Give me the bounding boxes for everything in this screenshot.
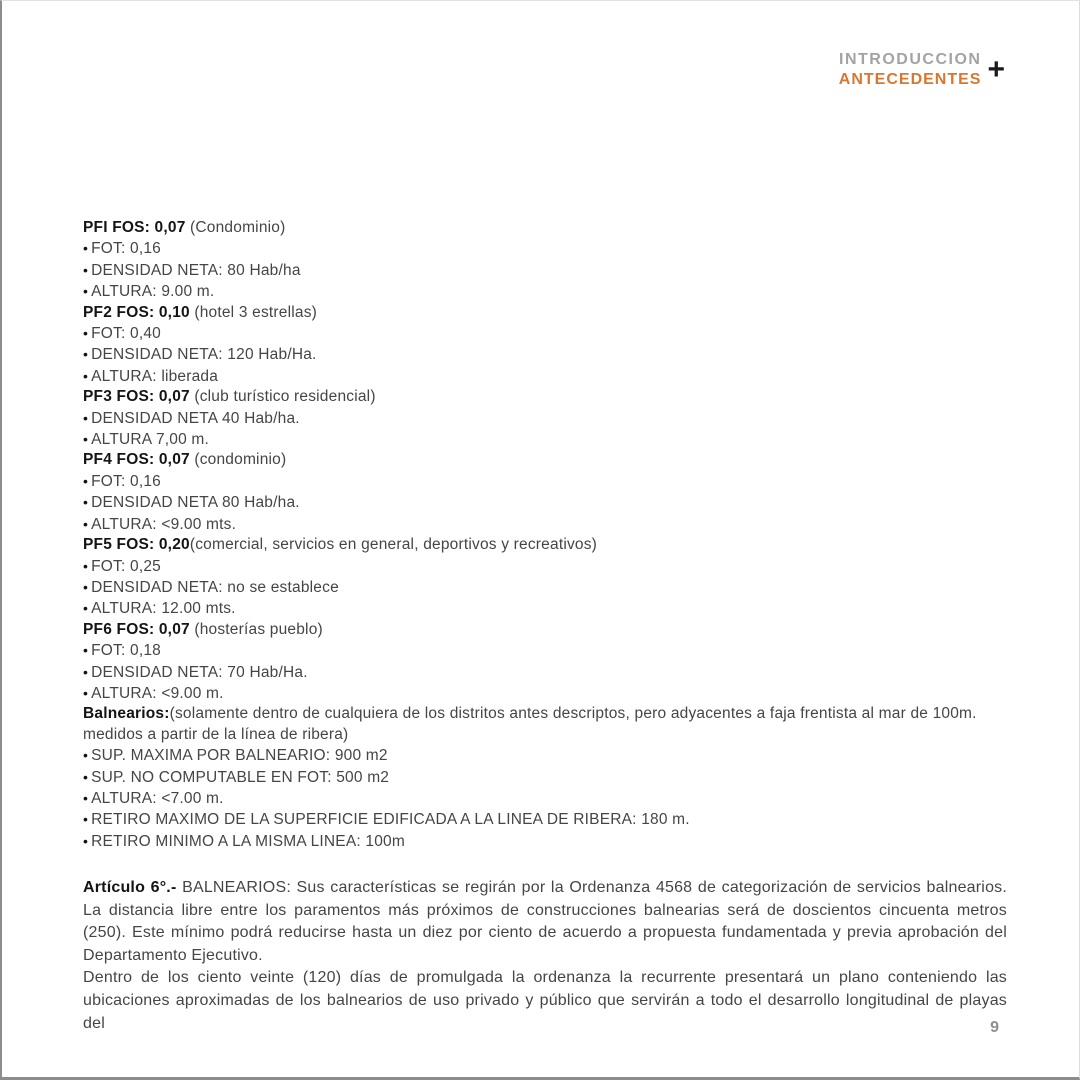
district-code-label: PF4 FOS: 0,07 <box>83 451 190 469</box>
spec-text: RETIRO MINIMO A LA MISMA LINEA: 100m <box>91 832 405 850</box>
spec-bullet-item <box>83 323 1007 344</box>
bullet-icon: • <box>83 472 89 489</box>
spec-text: DENSIDAD NETA: 70 Hab/Ha. <box>91 663 308 681</box>
page-header <box>839 51 1005 89</box>
district-code-label: PFI FOS: 0,07 <box>83 219 186 236</box>
spec-text: FOT: 0,25 <box>91 557 161 575</box>
bullet-icon: • <box>83 346 89 363</box>
spec-text: DENSIDAD NETA 40 Hab/ha. <box>91 409 300 427</box>
spec-text: ALTURA: <9.00 m. <box>91 684 224 702</box>
bullet-icon: • <box>83 768 89 785</box>
spec-bullet-item <box>83 598 1007 619</box>
bullet-icon: • <box>83 431 89 448</box>
bullet-icon: • <box>83 600 89 617</box>
spec-text: RETIRO MAXIMO DE LA SUPERFICIE EDIFICADA A LA LINEA DE RIBERA: 180 m. <box>91 811 690 829</box>
spec-text: SUP. NO COMPUTABLE EN FOT: 500 m2 <box>91 768 390 786</box>
spec-bullet-item <box>83 408 1007 429</box>
bullet-icon: • <box>83 684 89 701</box>
spec-bullet-item <box>83 281 1007 302</box>
spec-text: FOT: 0,16 <box>91 240 161 258</box>
article-text: BALNEARIOS: Sus características se regirán por la Ordenanza 4568 de categorización de servicios balnearios. La distancia libre entre los paramentos más próximos de construcciones balnearias será de doscientos cincuenta metros (250). Este mínimo podrá reducirse hasta un diez por ciento de acuerdo a propuesta fundamentada y previa aprobación del Departamento Ejecutivo. <box>83 879 1008 964</box>
district-description: (Condominio) <box>185 219 286 236</box>
spec-bullet-item <box>83 429 1007 450</box>
district-code-label: PF2 FOS: 0,10 <box>83 303 190 321</box>
article-section <box>83 877 1007 1035</box>
spec-text: ALTURA: <9.00 mts. <box>91 515 237 533</box>
spec-bullet-item <box>83 344 1007 365</box>
plus-icon: + <box>987 53 1005 86</box>
spec-text: ALTURA: 9.00 m. <box>91 283 215 301</box>
district-heading <box>83 218 1007 238</box>
district-description: (club turístico residencial) <box>189 388 376 406</box>
spec-bullet-item <box>83 366 1007 387</box>
spec-bullet-item <box>83 514 1007 535</box>
spec-bullet-item <box>83 260 1007 281</box>
spec-bullet-item <box>83 238 1007 259</box>
article-paragraph <box>83 877 1007 967</box>
district-code-label: PF3 FOS: 0,07 <box>83 388 190 406</box>
header-breadcrumb <box>839 51 982 89</box>
spec-text: DENSIDAD NETA: 120 Hab/Ha. <box>91 346 317 364</box>
district-heading <box>83 620 1007 640</box>
district-heading <box>83 303 1007 323</box>
article-number-label: Artículo 6°.- <box>83 879 177 896</box>
spec-text: SUP. MAXIMA POR BALNEARIO: 900 m2 <box>91 747 388 765</box>
zoning-parameter-list <box>83 218 1007 852</box>
spec-bullet-item <box>83 577 1007 598</box>
spec-text: FOT: 0,18 <box>91 642 161 660</box>
spec-bullet-item <box>83 640 1007 661</box>
bullet-icon: • <box>83 747 89 764</box>
district-code-label: Balnearios: <box>83 705 170 723</box>
district-code-label: PF6 FOS: 0,07 <box>83 620 190 638</box>
article-text: Dentro de los ciento veinte (120) días de promulgada la ordenanza la recurrente presentará un plano conteniendo las ubicaciones aproximadas de los balnearios de uso privado y público que servirán a todo el desarrollo longitudinal de playas del <box>83 969 1007 1032</box>
spec-text: FOT: 0,16 <box>91 472 161 490</box>
bullet-icon: • <box>83 367 89 384</box>
chapter-title: ANTECEDENTES <box>838 71 982 88</box>
district-heading <box>83 704 1007 745</box>
spec-text: DENSIDAD NETA: 80 Hab/ha <box>91 261 301 279</box>
bullet-icon: • <box>83 261 89 278</box>
district-heading <box>83 535 1007 555</box>
spec-text: FOT: 0,40 <box>91 325 161 343</box>
bullet-icon: • <box>83 494 89 511</box>
spec-bullet-item <box>83 556 1007 577</box>
spec-text: ALTURA 7,00 m. <box>91 431 210 449</box>
article-paragraph <box>83 967 1007 1035</box>
spec-bullet-item <box>83 767 1007 788</box>
district-heading <box>83 450 1007 470</box>
section-title: INTRODUCCION <box>839 51 982 68</box>
bullet-icon: • <box>83 578 89 595</box>
bullet-icon: • <box>83 811 89 828</box>
bullet-icon: • <box>83 789 89 806</box>
bullet-icon: • <box>83 409 89 426</box>
page-number: 9 <box>990 1019 999 1036</box>
spec-bullet-item <box>83 745 1007 766</box>
bullet-icon: • <box>83 832 89 849</box>
spec-text: DENSIDAD NETA 80 Hab/ha. <box>91 494 300 512</box>
spec-text: ALTURA: 12.00 mts. <box>91 600 236 618</box>
district-description: (condominio) <box>189 451 287 469</box>
spec-bullet-item <box>83 683 1007 704</box>
spec-bullet-item <box>83 788 1007 809</box>
bullet-icon: • <box>83 283 89 300</box>
spec-bullet-item <box>83 662 1007 683</box>
district-description: (comercial, servicios en general, deportivos y recreativos) <box>189 536 598 554</box>
bullet-icon: • <box>83 515 89 532</box>
district-description: (hotel 3 estrellas) <box>189 303 318 321</box>
bullet-icon: • <box>83 325 89 342</box>
district-heading <box>83 387 1007 407</box>
bullet-icon: • <box>83 663 89 680</box>
bullet-icon: • <box>83 557 89 574</box>
spec-bullet-item <box>83 492 1007 513</box>
spec-text: DENSIDAD NETA: no se establece <box>91 578 339 596</box>
spec-text: ALTURA: <7.00 m. <box>91 789 224 807</box>
spec-text: ALTURA: liberada <box>91 367 219 385</box>
bullet-icon: • <box>83 642 89 659</box>
bullet-icon: • <box>83 240 89 257</box>
spec-bullet-item <box>83 809 1007 830</box>
district-description: (solamente dentro de cualquiera de los distritos antes descriptos, pero adyacentes a faja frentista al mar de 100m. medidos a partir de la línea de ribera) <box>83 705 977 743</box>
spec-bullet-item <box>83 471 1007 492</box>
spec-bullet-item <box>83 831 1007 852</box>
district-description: (hosterías pueblo) <box>189 620 323 638</box>
district-code-label: PF5 FOS: 0,20 <box>83 536 190 554</box>
